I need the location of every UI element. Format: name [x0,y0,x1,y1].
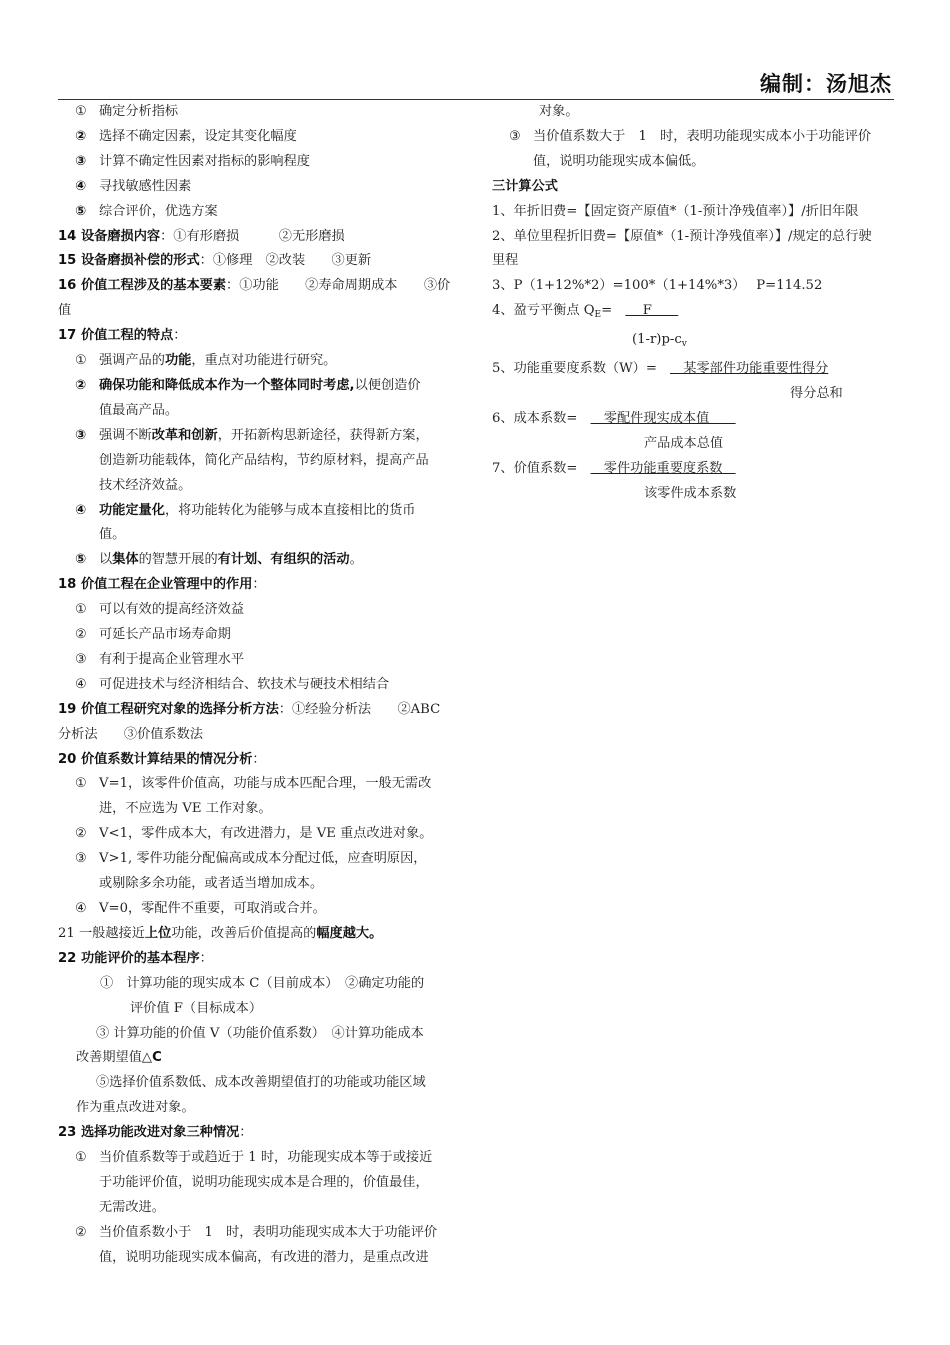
q19-line-cont: 分析法 ③价值系数法 [58,726,204,742]
formula-4: 4、盈亏平衡点 $Q_E=$ F [492,303,679,321]
formula-7-denominator: 该零件成本系数 [644,485,737,501]
q23-item: ③ 当价值系数大于 1 时，表明功能现实成本小于功能评价 值，说明功能现实成本偏低。 [509,128,872,169]
q22-heading: 22 功能评价的基本程序： [58,950,213,966]
q18-heading: 18 价值工程在企业管理中的作用： [58,577,266,593]
q23-heading: 23 选择功能改进对象三种情况： [58,1125,253,1141]
q18-item: ① 可以有效的提高经济效益 [75,602,245,618]
q17-heading: 17 价值工程的特点： [58,328,187,344]
q22-line: 评价值 F（目标成本） [130,1000,263,1016]
q16-line-cont: 值 [58,303,72,319]
step-item: ② 选择不确定因素，设定其变化幅度 [75,128,297,144]
q17-item: ② 确保功能和降低成本作为一个整体同时考虑,以便创造价 值最高产品。 [75,377,421,418]
formula-5: 5、功能重要度系数（W）= 某零部件功能重要性得分 [492,361,829,377]
q22-line: ⑤选择价值系数低、成本改善期望值打的功能或功能区域 [96,1075,426,1091]
q18-item: ④ 可促进技术与经济相结合、软技术与硬技术相结合 [75,676,390,692]
q20-item: ① V=1，该零件价值高，功能与成本匹配合理，一般无需改 进，不应选为 VE 工作对象。 [75,776,432,817]
formula-7: 7、价值系数= 零件功能重要度系数 [492,460,736,476]
q17-item: ⑤ 以集体的智慧开展的有计划、有组织的活动。 [75,552,363,568]
step-item: ④ 寻找敏感性因素 [75,178,192,194]
q23-item: ② 当价值系数小于 1 时，表明功能现实成本大于功能评价 值，说明功能现实成本偏高，有改进的潜力，是重点改进 [75,1224,438,1265]
formula-6-denominator: 产品成本总值 [644,435,724,451]
q22-line: 改善期望值△C [76,1050,162,1066]
q20-item: ③ V>1, 零件功能分配偏高或成本分配过低，应查明原因， 或剔除多余功能，或者适当增加成本。 [75,851,427,892]
formula-6: 6、成本系数= 零配件现实成本值 [492,410,736,426]
q22-line: ① 计算功能的现实成本 C（目前成本） ②确定功能的 [100,975,425,991]
q21-line: 21 一般越接近上位功能，改善后价值提高的幅度越大。 [58,925,383,941]
q17-item: ① 强调产品的功能，重点对功能进行研究。 [75,353,337,369]
q14-line: 14 设备磨损内容：①有形磨损 ②无形磨损 [58,228,345,244]
q20-heading: 20 价值系数计算结果的情况分析： [58,751,266,767]
formula-1: 1、年折旧费=【固定资产原值*（1-预计净残值率）】/折旧年限 [492,203,859,219]
formula-5-denominator: 得分总和 [790,385,843,401]
q18-item: ③ 有利于提高企业管理水平 [75,651,245,667]
formula-3: 3、P（1+12%*2）=100*（1+14%*3） P=114.52 [492,278,823,294]
q22-line: ③ 计算功能的价值 V（功能价值系数） ④计算功能成本 [96,1025,424,1041]
q15-line: 15 设备磨损补偿的形式：①修理 ②改装 ③更新 [58,253,372,269]
q23-item: ① 当价值系数等于或趋近于 1 时，功能现实成本等于或接近 于功能评价值，说明功能现实成本是合理的，价值最佳， 无需改进。 [75,1150,433,1215]
formula-2: 2、单位里程折旧费=【原值*（1-预计净残值率）】/规定的总行驶 [492,228,872,244]
step-item: ③ 计算不确定性因素对指标的影响程度 [75,153,310,169]
q17-item: ④ 功能定量化，将功能转化为能够与成本直接相比的货币 值。 [75,502,416,543]
q17-item: ③ 强调不断改革和创新，开拓新构思新途径，获得新方案， 创造新功能载体，简化产品结构，节约原材料，提高产品 技术经济效益。 [75,427,429,493]
formulas-heading: 三计算公式 [492,178,558,194]
step-item: ① 确定分析指标 [75,104,179,119]
q18-item: ② 可延长产品市场寿命期 [75,627,231,643]
right-column [492,100,894,507]
formula-2-cont: 里程 [492,253,519,269]
author-label: 编制：汤旭杰 [760,72,892,96]
q20-item: ④ V=0，零配件不重要，可取消或合并。 [75,901,326,916]
continued-text: 对象。 [539,104,579,119]
step-item: ⑤ 综合评价，优选方案 [75,203,218,219]
q19-line: 19 价值工程研究对象的选择分析方法：①经验分析法 ②ABC [58,701,441,717]
q20-item: ② V<1，零件成本大，有改进潜力，是 VE 重点改进对象。 [75,826,433,842]
q22-line: 作为重点改进对象。 [76,1100,195,1116]
q16-line: 16 价值工程涉及的基本要素：①功能 ②寿命周期成本 ③价 [58,278,451,294]
left-column [58,100,460,1271]
formula-4-denominator: $(1-r)p-c_v$ [632,332,687,350]
